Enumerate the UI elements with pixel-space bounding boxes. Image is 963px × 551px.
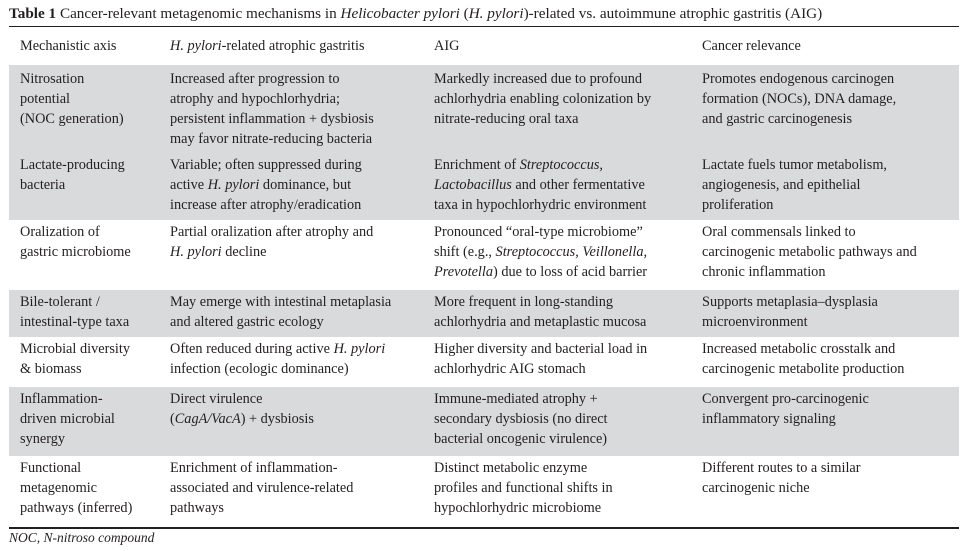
text-run: Partial oralization after atrophy and — [170, 224, 374, 240]
table-cell — [9, 153, 159, 220]
table-cell — [159, 290, 423, 337]
text-run: Cancer-relevant metagenomic mechanisms in — [56, 5, 341, 22]
text-run: carcinogenic metabolic pathways and — [702, 244, 917, 260]
italic-text-run: H. pylori — [207, 177, 260, 193]
text-run: ( — [170, 411, 175, 427]
text-run: Cancer relevance — [702, 38, 801, 54]
table-cell — [691, 153, 959, 220]
text-run: shift (e.g., — [434, 244, 496, 260]
text-run: Lactate-producing — [20, 157, 125, 173]
table-cell — [423, 387, 691, 456]
text-run: Increased metabolic crosstalk and — [702, 341, 896, 357]
italic-text-run: CagA/VacA — [174, 411, 241, 427]
text-run: bacteria — [20, 177, 66, 193]
text-run: Immune-mediated atrophy + — [434, 391, 598, 407]
italic-text-run: Streptococcus, — [519, 157, 604, 173]
text-run: Direct virulence — [170, 391, 263, 407]
text-run: Markedly increased due to profound — [434, 71, 643, 87]
text-run: (NOC generation) — [20, 111, 124, 127]
table-label: Table 1 — [9, 5, 57, 22]
text-run: More frequent in long-standing — [434, 294, 614, 310]
table-cell — [423, 220, 691, 290]
text-run: May emerge with intestinal metaplasia — [170, 294, 392, 310]
table-row — [9, 153, 959, 220]
text-run: Variable; often suppressed during — [170, 157, 362, 173]
text-run: microenvironment — [702, 314, 808, 330]
text-run: Functional — [20, 460, 82, 476]
text-run: Often reduced during active — [170, 341, 334, 357]
data-table — [9, 27, 959, 523]
text-run: chronic inflammation — [702, 264, 826, 280]
table-footnote: NOC, N-nitroso compound — [9, 530, 155, 545]
text-run: Increased after progression to — [170, 71, 340, 87]
text-run: and gastric carcinogenesis — [702, 111, 853, 127]
table-row — [9, 65, 959, 153]
text-run: and altered gastric ecology — [170, 314, 324, 330]
table-cell — [423, 153, 691, 220]
header-cell — [9, 27, 159, 65]
text-run: ( — [459, 5, 469, 22]
text-run: carcinogenic niche — [702, 480, 810, 496]
text-run: associated and virulence-related — [170, 480, 354, 496]
text-run: Oral commensals linked to — [702, 224, 856, 240]
table-cell — [9, 220, 159, 290]
text-run: and other fermentative — [511, 177, 645, 193]
table-cell — [9, 65, 159, 153]
table-cell — [691, 65, 959, 153]
text-run: dominance, but — [259, 177, 352, 193]
text-run: AIG — [434, 38, 460, 54]
text-run: Bile-tolerant / — [20, 294, 100, 310]
text-run: proliferation — [702, 197, 774, 213]
table-cell — [159, 387, 423, 456]
table-row — [9, 387, 959, 456]
table-cell — [691, 387, 959, 456]
text-run: Microbial diversity — [20, 341, 130, 357]
text-run: may favor nitrate-reducing bacteria — [170, 131, 373, 147]
text-run: nitrate-reducing oral taxa — [434, 111, 579, 127]
text-run: ) due to loss of acid barrier — [493, 264, 648, 280]
caption-text — [56, 5, 822, 22]
text-run: ) + dysbiosis — [240, 411, 314, 427]
table-cell — [9, 456, 159, 523]
text-run: increase after atrophy/eradication — [170, 197, 362, 213]
text-run: Supports metaplasia–dysplasia — [702, 294, 878, 310]
table-row — [9, 456, 959, 523]
italic-text-run: H. pylori — [468, 5, 524, 22]
text-run: gastric microbiome — [20, 244, 131, 260]
text-run: achlorhydria and metaplastic mucosa — [434, 314, 647, 330]
text-run: secondary dysbiosis (no direct — [434, 411, 608, 427]
text-run: intestinal-type taxa — [20, 314, 130, 330]
text-run: persistent inflammation + dysbiosis — [170, 111, 374, 127]
header-cell — [691, 27, 959, 65]
text-run: achlorhydric AIG stomach — [434, 361, 586, 377]
table-cell — [691, 220, 959, 290]
text-run: -related atrophic gastritis — [221, 38, 365, 54]
table-cell — [9, 387, 159, 456]
text-run: driven microbial — [20, 411, 115, 427]
italic-text-run: Lactobacillus — [434, 177, 512, 193]
text-run: Distinct metabolic enzyme — [434, 460, 588, 476]
table-cell — [423, 290, 691, 337]
table-cell — [691, 337, 959, 387]
italic-text-run: H. pylori — [170, 38, 222, 54]
text-run: carcinogenic metabolite production — [702, 361, 905, 377]
table-cell — [159, 153, 423, 220]
text-run: taxa in hypochlorhydric environment — [434, 197, 647, 213]
text-run: Enrichment of — [434, 157, 520, 173]
text-run: angiogenesis, and epithelial — [702, 177, 861, 193]
table-cell — [423, 456, 691, 523]
text-run: & biomass — [20, 361, 82, 377]
text-run: pathways — [170, 500, 224, 516]
text-run: active — [170, 177, 208, 193]
text-run: Oralization of — [20, 224, 100, 240]
text-run: Higher diversity and bacterial load in — [434, 341, 648, 357]
text-run: pathways (inferred) — [20, 500, 133, 516]
text-run: Promotes endogenous carcinogen — [702, 71, 895, 87]
text-run: Enrichment of inflammation- — [170, 460, 338, 476]
table-cell — [159, 220, 423, 290]
text-run: Convergent pro-carcinogenic — [702, 391, 869, 407]
table-caption — [9, 4, 959, 24]
text-run: Pronounced “oral-type microbiome” — [434, 224, 643, 240]
table-row — [9, 337, 959, 387]
table-cell — [9, 290, 159, 337]
text-run: metagenomic — [20, 480, 98, 496]
text-run: hypochlorhydric microbiome — [434, 500, 602, 516]
text-run: bacterial oncogenic virulence) — [434, 431, 608, 447]
text-run: Different routes to a similar — [702, 460, 861, 476]
italic-text-run: Helicobacter pylori — [340, 5, 460, 22]
text-run: achlorhydria enabling colonization by — [434, 91, 652, 107]
text-run: Inflammation- — [20, 391, 103, 407]
text-run: potential — [20, 91, 71, 107]
header-row — [9, 27, 959, 65]
text-run: inflammatory signaling — [702, 411, 836, 427]
header-cell — [159, 27, 423, 65]
italic-text-run: Prevotella — [434, 264, 494, 280]
table-cell — [9, 337, 159, 387]
italic-text-run: H. pylori — [170, 244, 222, 260]
text-run: )-related vs. autoimmune atrophic gastritis (AIG) — [523, 5, 823, 22]
italic-text-run: Streptococcus, Veillonella, — [495, 244, 648, 260]
text-run: Lactate fuels tumor metabolism, — [702, 157, 888, 173]
table-cell — [159, 65, 423, 153]
table-cell — [159, 337, 423, 387]
text-run: infection (ecologic dominance) — [170, 361, 349, 377]
header-cell — [423, 27, 691, 65]
table-row — [9, 290, 959, 337]
table-cell — [423, 65, 691, 153]
table-cell — [423, 337, 691, 387]
text-run: Mechanistic axis — [20, 38, 117, 54]
table-cell — [691, 456, 959, 523]
text-run: Nitrosation — [20, 71, 85, 87]
text-run: synergy — [20, 431, 66, 447]
italic-text-run: H. pylori — [333, 341, 386, 357]
text-run: decline — [221, 244, 267, 260]
table-cell — [159, 456, 423, 523]
table-cell — [691, 290, 959, 337]
text-run: formation (NOCs), DNA damage, — [702, 91, 897, 107]
text-run: atrophy and hypochlorhydria; — [170, 91, 340, 107]
text-run: profiles and functional shifts in — [434, 480, 613, 496]
table-row — [9, 220, 959, 290]
